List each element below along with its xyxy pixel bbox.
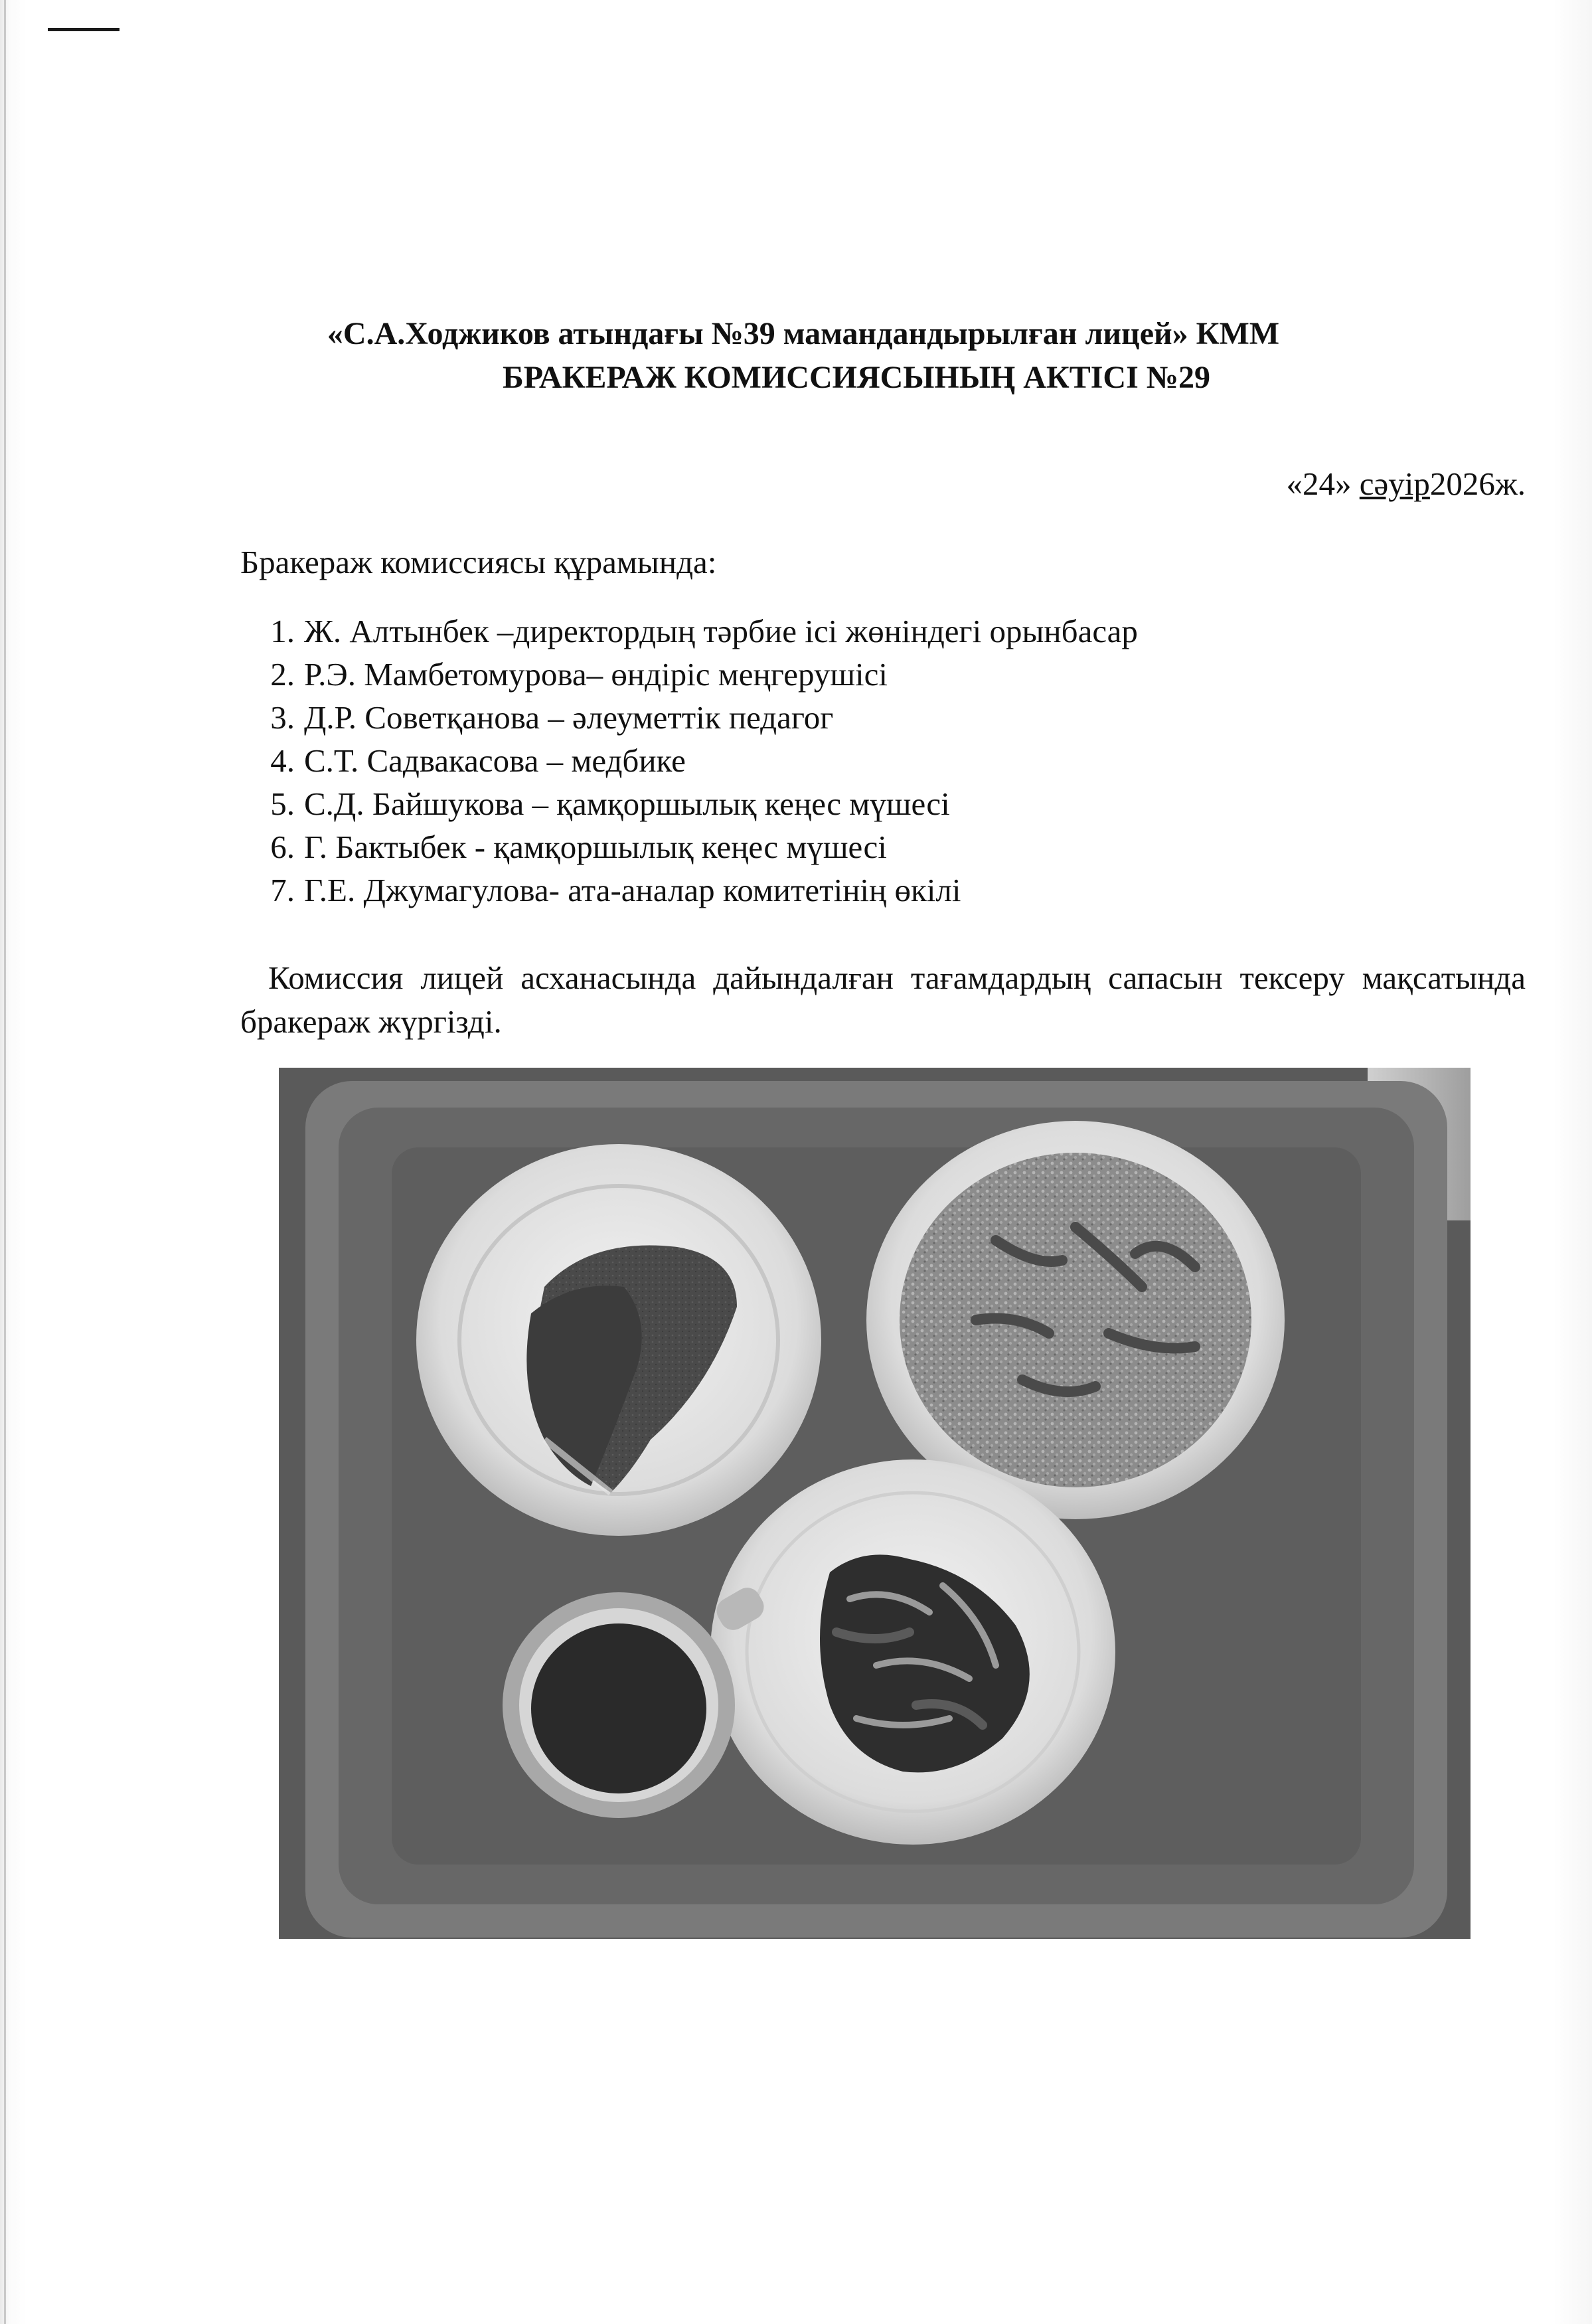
date-month: сәуір	[1359, 465, 1430, 502]
list-item: 4. С.Т. Садвакасова – медбике	[270, 742, 686, 779]
list-item: 7. Г.Е. Джумагулова- ата-аналар комитетінің өкілі	[270, 872, 961, 908]
inspection-paragraph: Комиссия лицей асханасында дайындалған тағамдардың сапасын тексеру мақсатында бракераж жүргізді.	[240, 959, 1526, 1040]
meal-tray-photo	[279, 1068, 1471, 1939]
corner-mark	[48, 28, 119, 31]
commission-members-list	[240, 610, 1138, 912]
commission-intro: Бракераж комиссиясы құрамында:	[240, 544, 717, 580]
school-name: «С.А.Ходжиков атындағы №39 мамандандырылған лицей» КММ	[327, 316, 1280, 351]
list-item: 3. Д.Р. Советқанова – әлеуметтік педагог	[270, 699, 834, 736]
meal-photo-drawing	[279, 1068, 1471, 1939]
scan-edge	[4, 0, 6, 2324]
list-item: 5. С.Д. Байшукова – қамқоршылық кеңес мүшесі	[270, 786, 950, 822]
date-year: 2026ж.	[1429, 465, 1526, 502]
document-header	[199, 312, 1407, 400]
list-item: 1. Ж. Алтынбек –директордың тәрбие ісі жөніндегі орынбасар	[270, 613, 1138, 649]
list-item: 2. Р.Э. Мамбетомурова– өндіріс меңгерушісі	[270, 656, 888, 693]
date-day: «24»	[1286, 465, 1352, 502]
list-item: 6. Г. Бактыбек - қамқоршылық кеңес мүшесі	[270, 829, 887, 865]
act-date	[1287, 465, 1526, 503]
act-title: БРАКЕРАЖ КОМИССИЯСЫНЫҢ АКТІСІ №29	[503, 360, 1210, 395]
